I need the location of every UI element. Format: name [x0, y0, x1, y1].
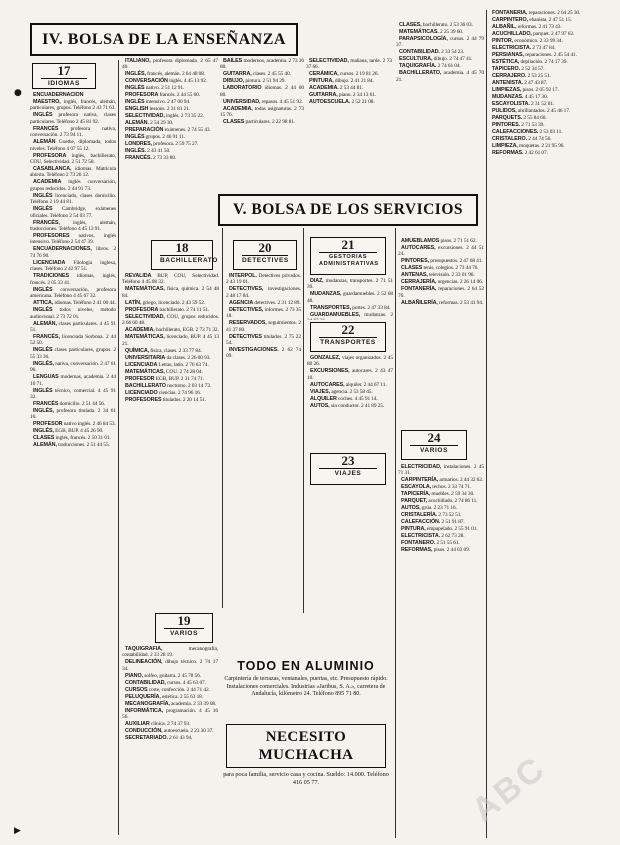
classified-list [307, 355, 393, 409]
classified-ad: CONTABILIDAD. 2 33 54 23. [399, 49, 465, 56]
classified-ad: PARQUETS. 2 55 84 60. [492, 115, 547, 121]
section-label: BACHILLERATO [160, 257, 218, 264]
classified-ad: VIAJES, agencia. 2 53 58 45. [310, 388, 373, 395]
classified-ad: SELECTIVIDAD, COU, grupos reducidos. 2 66 60 48. [122, 313, 219, 327]
classified-ad: ALEMÁN Goethe, diplomada, todos niveles. Teléfono 4 07 55 12. [30, 139, 116, 152]
classified-ad: REFORMAS, pisos. 2 44 03 09. [401, 547, 470, 554]
classified-ad: SECRETARIADO. 2 61 43 94. [125, 735, 193, 742]
classified-ad: INGLÉS, profesora titulada. 2 34 61 16. [30, 407, 116, 421]
classified-ad: REFORMAS. 2 42 61 07. [492, 150, 548, 156]
section-number: 24 [427, 430, 441, 445]
classified-ad: UNIVERSITARIA da clases. 2 26 00 93. [125, 354, 211, 361]
classified-ad: PINTORES. 2 71 53 39. [492, 122, 545, 128]
classified-ad: FRANCÉS, inglés, alemán, traducciones. Teléfono 4 45 13 91. [30, 219, 116, 233]
classified-ad: AMUEBLAMOS pisos. 2 71 51 62. [401, 238, 477, 244]
watermark: ABC [464, 748, 554, 830]
classified-list [30, 92, 116, 449]
classified-ad: TAQUIGRAFÍA, mecanografía, contabilidad. 2 33 28 19. [122, 646, 218, 659]
classified-ad: ELECTRICISTA. 2 73 47 84. [492, 45, 556, 51]
classified-ad: INFORMÁTICA, programación. 4 45 16 56. [122, 707, 218, 721]
section-label: VIAJES [319, 468, 377, 477]
classified-ad: TAQUIGRAFÍA. 2 74 61 04. [399, 63, 461, 70]
section-header-21 [310, 237, 386, 275]
classified-ad: BAILES modernos, academia. 2 73 36 80. [220, 58, 304, 71]
classified-ad: ALEMÁN, traducciones. 2 51 44 55. [33, 442, 110, 449]
classified-list [220, 58, 304, 126]
classified-ad: INGLÉS, francés, alemán. 2 64 48 08. [125, 71, 206, 78]
section-label: DETECTIVES [242, 257, 289, 264]
classified-ad: MUDANZAS. 4 45 17 30. [492, 94, 548, 100]
classified-ad: FRANCÉS. 2 73 33 80. [125, 155, 177, 162]
section-header-18 [151, 240, 218, 270]
classified-ad: EXCURSIONES, autocares. 2 43 47 10. [307, 368, 393, 381]
classified-ad: AUXILIAR clínica. 2 74 37 93. [125, 721, 191, 728]
classified-ad: CLASES particulares. 2 22 98 81. [223, 119, 296, 126]
classified-column-5 [396, 22, 484, 190]
classified-column-1 [30, 92, 116, 837]
classified-ad: SELECTIVIDAD, mañana, tarde. 2 73 37 66. [306, 58, 392, 71]
classified-ad: ENCUADERNACIONES, libros. 2 74 76 90. [30, 246, 116, 259]
classified-ad: DIAZ, mudanzas, transportes. 2 71 51 39. [307, 278, 393, 291]
classified-ad: INGLÉS profesora nativa, clases particulares. Teléfono 2 45 81 92. [30, 112, 116, 125]
classified-ad: ESCAYOLISTA. 2 31 52 81. [492, 101, 555, 107]
column-rule [118, 60, 119, 835]
classified-ad: CRISTALERÍA. 2 73 52 51. [401, 512, 462, 519]
classified-column-6 [398, 238, 484, 428]
classified-ad: CRISTALERO. 2 44 74 56. [492, 136, 552, 142]
classified-ad: AUTOCARES, alquiler. 2 44 67 11. [310, 381, 387, 388]
classified-ad: INGLÉS clases particulares, grupos. 2 55 33 36. [30, 347, 116, 360]
classified-ad: MECANOGRAFÍA, academia. 2 33 39 08. [125, 700, 217, 707]
classified-ad: FRANCÉS profesora nativa, conversación. 2 73 94 11. [30, 125, 116, 139]
classified-ad: QUÍMICA, física, clases. 2 33 77 84. [125, 347, 202, 354]
section-header-19 [155, 613, 213, 643]
classified-ad: GONZALEZ, viajes organizados. 2 45 80 26. [307, 355, 393, 368]
classified-ad: INGLÉS grupos. 2 46 91 11. [125, 134, 186, 141]
classified-ad: INGLÉS todos niveles, método audiovisual. 2 73 72 01. [30, 307, 116, 320]
classified-ad: GUITARRA, piano. 2 34 13 61. [309, 92, 377, 99]
classified-ad: BACHILLERATO nocturno. 2 03 14 73. [125, 382, 212, 389]
classified-ad: ESTÉTICA, depilación. 2 74 17 39. [492, 59, 568, 65]
classified-list [489, 10, 581, 156]
classified-column-3 [220, 58, 304, 186]
classified-column-2b [122, 273, 219, 610]
section-number: 19 [177, 613, 191, 628]
classified-list [122, 273, 219, 403]
classified-ad: INGLÉS. 2 43 41 50. [125, 148, 171, 155]
classified-ad: PIANO, solfeo, guitarra. 2 45 78 56. [125, 672, 201, 679]
classified-ad: LONDRES, profesora. 2 59 75 27. [125, 141, 199, 148]
classified-ad: LENGUAS modernas, academia. 2 44 16 71. [30, 374, 116, 387]
classified-ad: PINTORES, presupuestos. 2 47 68 41. [401, 258, 483, 265]
classified-ad: ATTICA, idiomas. Teléfono 2 41 00 44. [33, 300, 116, 307]
classified-ad: PROFESORA inglés, bachillerato, COU, Selectividad. 2 51 72 58. [30, 152, 116, 166]
classified-ad: CLASES tenis, colegios. 2 73 44 76. [401, 265, 479, 272]
classified-ad: INGLÉS, nativa, conversación. 2 47 61 96. [30, 360, 116, 374]
classified-ad: DETECTIVES, informes. 2 73 35 18. [226, 306, 301, 320]
classified-ad: RESERVADOS, seguimientos. 2 41 37 80. [226, 320, 301, 333]
section-header-20 [233, 240, 297, 270]
classified-ad: INGLÉS nativo. 2 51 12 91. [125, 85, 185, 92]
classified-ad: CALEFACCIONES. 2 53 03 11. [492, 129, 563, 135]
classified-ad: CONDUCCIÓN, autoescuela. 2 23 30 37. [125, 728, 214, 735]
classified-ad: TAPICERO. 2 52 34 57. [492, 66, 545, 72]
section-label: VARIOS [164, 628, 204, 637]
section-label: TRANSPORTES [320, 339, 376, 346]
classified-ad: ACADEMIA. 2 53 44 81. [309, 85, 364, 92]
classified-ad: DIBUJO, pintura. 2 51 94 29. [223, 78, 286, 85]
ad-aluminio-title: TODO EN ALUMINIO [237, 659, 375, 673]
classified-ad: CARPINTERÍA, armarios. 2 44 32 62. [401, 477, 484, 484]
classified-ad: ACADEMIA inglés conversación, grupos reducidos. 2 44 91 73. [30, 179, 116, 192]
classified-ad: CASABLANCA, idiomas. Matrícula abierta. Teléfono 2 73 26 12. [30, 166, 116, 179]
bullet-marker: ● [14, 88, 22, 98]
classified-ad: MAESTRO, inglés, francés, alemán, particulares, grupos. Teléfono 2 43 71 63. [30, 99, 116, 112]
classified-ad: FONTANERO. 2 51 55 61. [401, 540, 460, 547]
classified-ad: LIMPIEZAS, pisos. 2 05 92 17. [492, 87, 559, 93]
section-banner-ensenanza: IV. BOLSA DE LA ENSEÑANZA [30, 23, 298, 56]
classified-list [306, 58, 392, 106]
classified-ad: DETECTIVES, investigaciones. 2 48 17 84. [226, 286, 301, 299]
classified-ad: INGLÉS técnico, comercial. 4 45 91 32. [30, 387, 116, 400]
classified-ad: ALEMÁN, clases particulares. 4 45 91 51. [30, 320, 116, 333]
classified-ad: AUTOS, grúa. 2 23 71 16. [401, 505, 457, 512]
section-number: 18 [175, 240, 189, 255]
classified-ad: PROFESOR EGB, BUP. 2 31 74 71. [125, 375, 204, 382]
classified-ad: PREPARACIÓN exámenes. 2 74 55 43. [125, 127, 211, 134]
classified-ad: PELUQUERÍA, estética. 2 55 63 18. [125, 693, 204, 700]
classified-ad: AUTOCARES, excursiones. 2 44 51 24. [398, 245, 484, 258]
classified-list [398, 464, 484, 554]
classified-list [122, 646, 218, 742]
section-header-17 [32, 63, 96, 89]
classified-ad: PROFESOR nativo inglés. 2 46 84 53. [33, 421, 116, 428]
section-header-22 [310, 322, 386, 352]
classified-ad: LATÍN, griego, licenciado. 2 43 59 52. [125, 299, 206, 306]
ad-necesito-box [226, 724, 386, 768]
classified-ad: PINTURA, dibujo. 2 41 21 84. [309, 78, 374, 85]
classified-ad: CERRAJERÍA, urgencias. 2 26 14 06. [401, 279, 484, 286]
classified-ad: INGLÉS conversación, profesora americana. Teléfono 4 45 67 32. [30, 286, 116, 300]
classified-ad: GUITARRA, clases. 2 45 55 40. [223, 71, 291, 78]
classified-ad: FONTANERÍA, reparaciones. 2 64 25 30. [492, 10, 581, 16]
classified-ad: CLASES inglés, francés. 2 50 31 01. [33, 435, 111, 442]
classified-ad: BACHILLERATO, academia. 4 45 70 21. [396, 70, 484, 83]
classified-ad: CURSOS corte, confección. 2 44 71 42. [125, 686, 210, 693]
section-number: 22 [341, 322, 355, 337]
classified-ad: LICENCIADA Letras, latín. 2 76 63 74. [125, 361, 209, 368]
section-number: 20 [258, 240, 272, 255]
classified-ad: CERÁMICA, cursos. 2 19 81 26. [309, 71, 379, 78]
classified-column-7 [489, 10, 581, 836]
ad-necesito-title: NECESITO MUCHACHA [258, 729, 354, 763]
classified-ad: ENGLISH lessons. 2 31 81 21. [125, 106, 191, 113]
classified-list [307, 278, 393, 320]
classified-ad: INTERPOL. Detectives privados. 2 43 19 01. [226, 273, 301, 286]
classified-ad: PROFESORA francés. 2 44 55 60. [125, 92, 201, 99]
classified-ad: SELECTIVIDAD, inglés. 2 73 35 22. [125, 113, 204, 120]
classified-ad: PARAPSICOLOGÍA, cursos. 2 44 79 37. [396, 36, 484, 49]
classified-ad: ESCAYOLA, techos. 2 33 74 71. [401, 484, 472, 491]
classified-ad: AGENCIA detectives. 2 31 12 89. [229, 299, 301, 306]
classified-ad: PROFESORES titulados. 2 20 14 51. [125, 396, 207, 403]
classified-ad: ESCULTURA, dibujo. 2 74 47 41. [399, 56, 473, 63]
section-number: 23 [341, 453, 355, 468]
classified-ad: ALBAÑILERÍA, reformas. 2 53 41 94. [401, 299, 484, 306]
classified-ad: REVALIDA BUP, COU, Selectividad. Teléfono 4 45 08 32. [122, 273, 219, 286]
classified-column-2 [122, 58, 218, 186]
classified-list [122, 58, 218, 162]
classified-ad: PROFESORA bachillerato. 2 74 11 51. [125, 306, 210, 313]
classified-ad: GUARDAMUEBLES, mudanzas. 2 [310, 311, 393, 318]
classified-ad: ALQUILER coches. 4 45 91 14. [310, 395, 378, 402]
classified-ad: TRADICIONES idiomas, inglés, francés. 2 05 33 41. [30, 273, 116, 286]
section-header-24 [401, 430, 467, 460]
classified-ad: MATEMÁTICAS, COU. 2 74 28 04. [125, 368, 203, 375]
classified-ad: ACUCHILLADO, parquet. 2 47 97 62. [492, 31, 575, 37]
classified-ad: CERRAJERO. 2 53 25 51. [492, 73, 551, 79]
classified-ad: MATEMÁTICAS, licenciado, BUP. 4 45 13 21. [122, 334, 219, 347]
classified-ad: INVESTIGACIONES. 2 62 74 09. [226, 347, 301, 360]
classified-column-5b [307, 278, 393, 320]
section-number: 21 [341, 237, 355, 252]
classified-ad: ELECTRICISTA. 2 62 73 28. [401, 533, 465, 540]
classified-list [396, 22, 484, 83]
classified-ad: PERSIANAS, reparaciones. 2 45 54 41. [492, 52, 577, 58]
classified-ad: TAPICERÍA, muebles. 2 59 34 30. [401, 491, 475, 498]
ad-necesito-muchacha [222, 724, 390, 794]
classified-ad: DELINEACIÓN, dibujo técnico. 2 74 17 34. [122, 659, 218, 672]
classified-ad: DETECTIVES titulados. 2 75 22 54. [226, 333, 301, 347]
classified-ad: ANTENAS, televisión. 2 33 01 96. [401, 272, 475, 279]
classified-ad: ANTENISTA. 2 47 43 87. [492, 80, 548, 86]
classified-list [226, 273, 301, 360]
classified-ad: CARPINTERO, ebanista. 2 47 51 15. [492, 17, 572, 23]
classified-ad: INGLÉS intensivo. 2 47 00 94. [125, 99, 191, 106]
classified-ad: AUTOESCUELA. 2 52 21 08. [309, 99, 375, 106]
classified-ad: CLASES, bachillerato. 2 53 36 03. [399, 22, 473, 28]
classified-column-2c [122, 646, 218, 836]
classified-ad: INGLÉS, EGB, BUP. 4 45 26 90. [33, 428, 104, 435]
classified-ad: UNIVERSIDAD, repasos. 4 45 51 92. [223, 98, 303, 105]
classified-ad: ENCUADERNACIÓN [33, 92, 84, 98]
classified-ad: MATEMÁTICAS. 2 25 39 60. [399, 29, 464, 35]
classified-ad: LICENCIADA Filología inglesa, clases. Teléfono 2 42 97 51. [30, 259, 116, 273]
classified-ad: AUTOS, sin conductor. 2 41 89 25. [310, 402, 385, 409]
classified-ad: LIMPIEZA, moquetas. 2 21 95 96. [492, 143, 565, 149]
section-label: VARIOS [410, 445, 458, 454]
column-rule [395, 228, 396, 838]
classified-ad: CONTABILIDAD, cursos. 4 45 63 07. [125, 679, 206, 686]
classified-column-4b [226, 273, 301, 610]
classified-ad: LICENCIADO ciencias. 2 74 96 16. [125, 389, 202, 396]
arrow-marker: ▶ [14, 826, 21, 836]
classified-ad: TRANSPORTES, portes. 2 47 33 84. [310, 304, 391, 311]
classified-ad: INGLÉS licenciado, clases domicilio. Teléfono 2 19 44 81. [30, 192, 116, 206]
section-label: GESTORIAS ADMINISTRATIVAS [319, 254, 379, 267]
classified-ad: INGLÉS Cambridge, exámenes oficiales. Teléfono 2 54 03 77. [30, 206, 116, 219]
classified-ad: ALBAÑIL, reformas. 2 41 73 43. [492, 24, 562, 30]
classified-column-5b2 [307, 355, 393, 450]
classified-ad: PINTURA, empapelado. 2 55 91 01. [401, 526, 478, 533]
classified-ad: ACADEMIA, todas asignaturas. 2 73 15 76. [220, 105, 304, 119]
classified-ad: PROFESORES nativos, inglés intensivo. Teléfono 2 54 47 39. [30, 233, 116, 246]
classified-ad: FRANCÉS domicilio. 2 51 44 56. [33, 400, 106, 407]
classified-ad: ALEMÁN. 2 54 29 30. [125, 120, 174, 127]
classified-ad: PARQUET, acuchillado. 2 74 86 11. [401, 498, 478, 505]
column-rule [303, 228, 304, 613]
classified-ad: CONVERSACIÓN inglés. 4 45 13 92. [125, 78, 208, 85]
classified-list [398, 238, 484, 306]
classified-ad: PINTOR, económico. 2 33 99 34. [492, 38, 563, 44]
classified-ad: ITALIANO, profesora diplomada. 2 65 47 40. [122, 58, 218, 71]
section-label: IDIOMAS [41, 78, 87, 87]
section-number: 17 [57, 63, 71, 78]
ad-necesito-body: para poca familia, servicio casa y cocina. Sueldo: 14.000. Teléfono 416 05 77. [223, 771, 389, 786]
classified-ad: CALEFACCIÓN. 2 51 91 87. [401, 519, 465, 526]
classified-ad: ELECTRICIDAD, instalaciones. 2 45 71 31. [398, 464, 484, 477]
classified-ad: ACADEMIA, bachillerato, EGB. 2 73 71 32. [125, 327, 219, 334]
section-header-23 [310, 453, 386, 485]
column-rule [222, 228, 223, 608]
classified-ad: MATEMÁTICAS, física, química. 2 54 48 84. [122, 286, 219, 299]
classified-ad: MUDANZAS, guardamuebles. 2 52 68 48. [307, 291, 393, 304]
ad-aluminio [222, 658, 390, 720]
classified-ad: LABORATORIO idiomas. 2 44 00 80. [220, 85, 304, 98]
classified-column-4 [306, 58, 392, 186]
section-banner-servicios: V. BOLSA DE LOS SERVICIOS [218, 194, 478, 226]
classified-ad: FONTANERÍA, reparaciones. 2 64 52 76. [398, 286, 484, 299]
classified-ad: FRANCÉS, licenciada Sorbona. 2 44 52 50. [30, 333, 116, 347]
classified-ad: PULIDOS, abrillantados. 2 45 46 17. [492, 108, 571, 114]
ad-aluminio-body: Carpintería de terrazas, ventanales, puertas, etc. Presupuesto rápido. Instalaciones comerciales. Industrias «Jaribus, S. A.», carretera de Andalucía, kilómetro 24. Teléfono 895 71 80. [224, 676, 388, 698]
column-rule [486, 10, 487, 838]
classified-column-6b [398, 464, 484, 836]
